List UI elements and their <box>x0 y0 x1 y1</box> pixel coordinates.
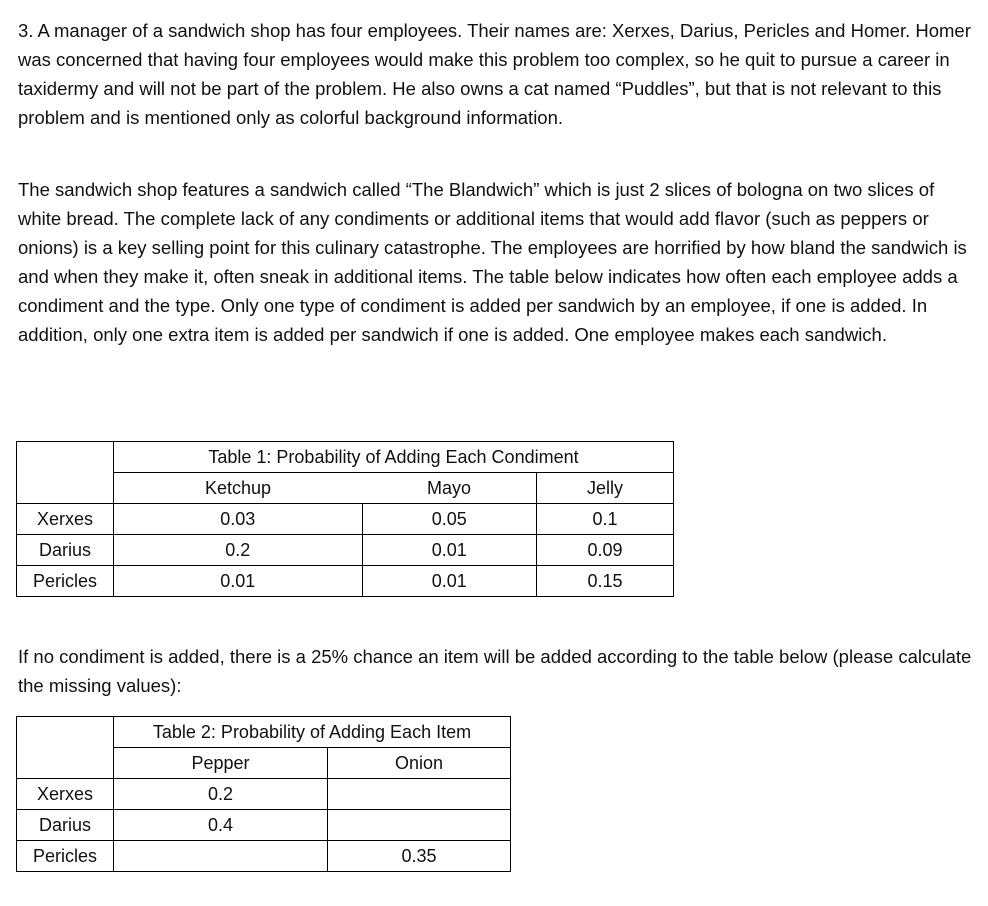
table1-title: Table 1: Probability of Adding Each Condiment <box>114 442 674 473</box>
table-row <box>17 841 511 872</box>
table1-header-jelly: Jelly <box>537 473 674 504</box>
table2-row-name: Darius <box>17 810 114 841</box>
table2-cell <box>328 779 511 810</box>
table2-title: Table 2: Probability of Adding Each Item <box>114 717 511 748</box>
table-row <box>17 566 674 597</box>
item-instructions-paragraph: If no condiment is added, there is a 25% chance an item will be added according to the table below (please calculate the missing values): <box>18 646 972 697</box>
table1-row-name: Pericles <box>17 566 114 597</box>
table1-cell: 0.01 <box>362 566 537 597</box>
table-row <box>17 504 674 535</box>
table2-row-name: Xerxes <box>17 779 114 810</box>
condiment-probability-table <box>16 441 674 597</box>
table1-corner-cell <box>17 442 114 473</box>
table1-cell: 0.01 <box>362 535 537 566</box>
table-row <box>17 810 511 841</box>
table-row <box>17 535 674 566</box>
table2-row-name: Pericles <box>17 841 114 872</box>
table2-cell: 0.4 <box>114 810 328 841</box>
item-probability-table <box>16 716 511 872</box>
table2-cell: 0.2 <box>114 779 328 810</box>
sandwich-description-paragraph: The sandwich shop features a sandwich called “The Blandwich” which is just 2 slices of bologna on two slices of white bread. The complete lack of any condiments or additional items that would add flavor (such as peppers or onions) is a key selling point for this culinary catastrophe. The employees are horrified by how bland the sandwich is and when they make it, often sneak in additional items. The table below indicates how often each employee adds a condiment and the type. Only one type of condiment is added per sandwich by an employee, if one is added. In addition, only one extra item is added per sandwich if one is added. One employee makes each sandwich. <box>18 179 967 346</box>
problem-intro-paragraph: 3. A manager of a sandwich shop has four employees. Their names are: Xerxes, Darius, Pericles and Homer. Homer was concerned that having four employees would make this problem too complex, so he quit to pursue a career in taxidermy and will not be part of the problem. He also owns a cat named “Puddles”, but that is not relevant to this problem and is mentioned only as colorful background information. <box>18 20 971 129</box>
table1-header-blank <box>17 473 114 504</box>
table1-cell: 0.1 <box>537 504 674 535</box>
table1-cell: 0.2 <box>114 535 363 566</box>
table1-cell: 0.09 <box>537 535 674 566</box>
table1-cell: 0.05 <box>362 504 537 535</box>
table2-cell <box>114 841 328 872</box>
table2-cell: 0.35 <box>328 841 511 872</box>
table1-cell: 0.03 <box>114 504 363 535</box>
table1-row-name: Xerxes <box>17 504 114 535</box>
table1-row-name: Darius <box>17 535 114 566</box>
table1-header-mayo: Mayo <box>426 477 471 498</box>
table2-header-pepper: Pepper <box>191 752 250 773</box>
table-row <box>17 779 511 810</box>
table2-cell <box>328 810 511 841</box>
table2-corner-cell <box>17 717 114 748</box>
table2-header-blank <box>17 748 114 779</box>
table2-header-onion: Onion <box>328 748 511 779</box>
table1-header-ketchup: Ketchup <box>204 477 272 498</box>
table1-cell: 0.01 <box>114 566 363 597</box>
table1-cell: 0.15 <box>537 566 674 597</box>
